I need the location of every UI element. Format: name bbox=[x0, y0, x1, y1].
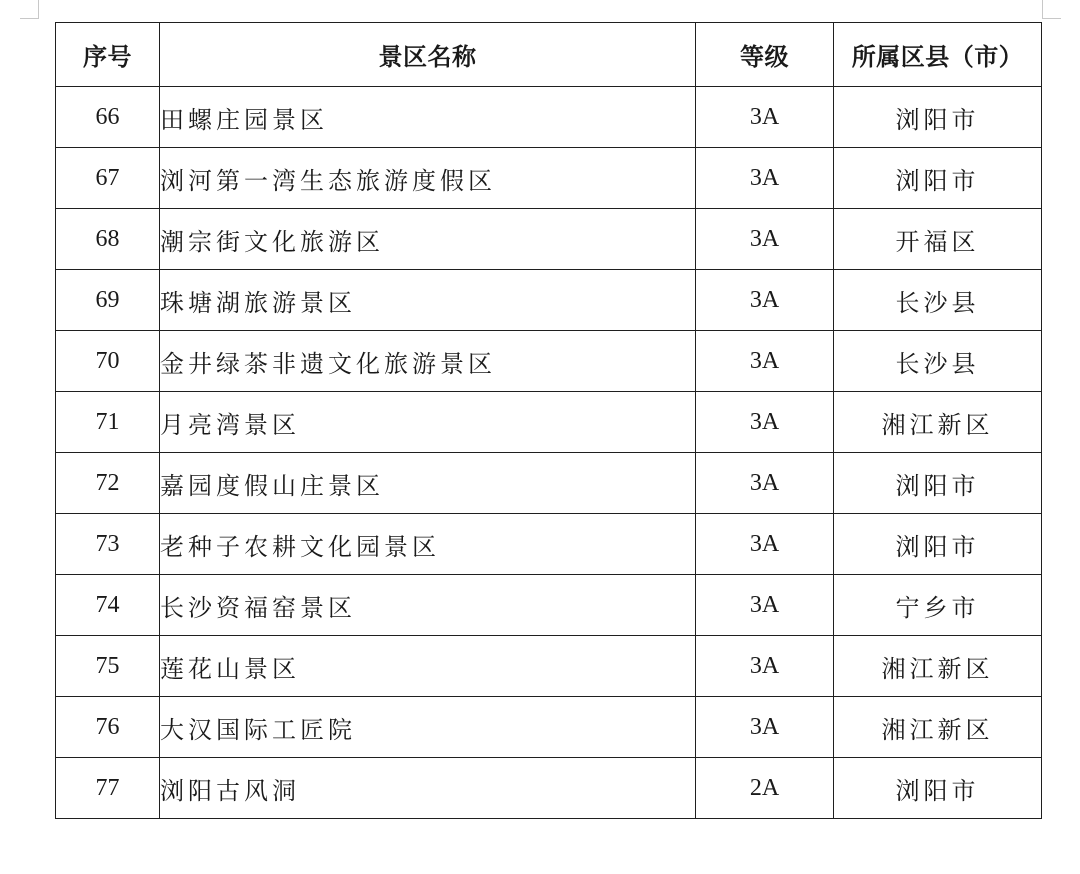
cell-no: 67 bbox=[56, 148, 160, 209]
cell-no: 76 bbox=[56, 697, 160, 758]
header-no: 序号 bbox=[56, 23, 160, 87]
cell-level: 3A bbox=[696, 575, 834, 636]
cell-no: 66 bbox=[56, 87, 160, 148]
cell-scenic-name: 大汉国际工匠院 bbox=[160, 697, 696, 758]
cell-district: 长沙县 bbox=[834, 331, 1042, 392]
cell-no: 71 bbox=[56, 392, 160, 453]
cell-district: 湘江新区 bbox=[834, 392, 1042, 453]
cell-level: 3A bbox=[696, 453, 834, 514]
cell-scenic-name: 莲花山景区 bbox=[160, 636, 696, 697]
cell-scenic-name: 田螺庄园景区 bbox=[160, 87, 696, 148]
table-row bbox=[56, 392, 1042, 453]
cell-district: 湘江新区 bbox=[834, 636, 1042, 697]
cell-no: 77 bbox=[56, 758, 160, 819]
cell-district: 浏阳市 bbox=[834, 148, 1042, 209]
cell-level: 3A bbox=[696, 636, 834, 697]
table-row bbox=[56, 514, 1042, 575]
cell-no: 70 bbox=[56, 331, 160, 392]
table-row bbox=[56, 758, 1042, 819]
cell-scenic-name: 浏河第一湾生态旅游度假区 bbox=[160, 148, 696, 209]
table-row bbox=[56, 270, 1042, 331]
table-row bbox=[56, 331, 1042, 392]
cell-level: 3A bbox=[696, 514, 834, 575]
page-corner-mark-left bbox=[20, 0, 39, 19]
cell-district: 开福区 bbox=[834, 209, 1042, 270]
cell-district: 浏阳市 bbox=[834, 453, 1042, 514]
cell-no: 75 bbox=[56, 636, 160, 697]
scenic-spots-table bbox=[55, 22, 1042, 819]
cell-no: 73 bbox=[56, 514, 160, 575]
cell-district: 浏阳市 bbox=[834, 87, 1042, 148]
cell-level: 3A bbox=[696, 697, 834, 758]
cell-scenic-name: 长沙资福窑景区 bbox=[160, 575, 696, 636]
table-row bbox=[56, 148, 1042, 209]
cell-scenic-name: 潮宗街文化旅游区 bbox=[160, 209, 696, 270]
table-row bbox=[56, 209, 1042, 270]
cell-level: 3A bbox=[696, 148, 834, 209]
cell-no: 69 bbox=[56, 270, 160, 331]
cell-district: 长沙县 bbox=[834, 270, 1042, 331]
table-row bbox=[56, 697, 1042, 758]
table-row bbox=[56, 636, 1042, 697]
cell-level: 2A bbox=[696, 758, 834, 819]
cell-scenic-name: 金井绿茶非遗文化旅游景区 bbox=[160, 331, 696, 392]
cell-level: 3A bbox=[696, 331, 834, 392]
cell-level: 3A bbox=[696, 270, 834, 331]
cell-scenic-name: 嘉园度假山庄景区 bbox=[160, 453, 696, 514]
cell-no: 74 bbox=[56, 575, 160, 636]
cell-district: 浏阳市 bbox=[834, 514, 1042, 575]
cell-level: 3A bbox=[696, 87, 834, 148]
table-row bbox=[56, 575, 1042, 636]
table-header-row bbox=[56, 23, 1042, 87]
cell-scenic-name: 珠塘湖旅游景区 bbox=[160, 270, 696, 331]
cell-no: 68 bbox=[56, 209, 160, 270]
table-row bbox=[56, 453, 1042, 514]
table-row bbox=[56, 87, 1042, 148]
cell-scenic-name: 月亮湾景区 bbox=[160, 392, 696, 453]
header-level: 等级 bbox=[696, 23, 834, 87]
cell-scenic-name: 老种子农耕文化园景区 bbox=[160, 514, 696, 575]
cell-district: 浏阳市 bbox=[834, 758, 1042, 819]
cell-level: 3A bbox=[696, 209, 834, 270]
table-body bbox=[56, 87, 1042, 819]
header-district: 所属区县（市） bbox=[834, 23, 1042, 87]
cell-level: 3A bbox=[696, 392, 834, 453]
page-corner-mark-right bbox=[1042, 0, 1061, 19]
header-name: 景区名称 bbox=[160, 23, 696, 87]
cell-scenic-name: 浏阳古风洞 bbox=[160, 758, 696, 819]
cell-no: 72 bbox=[56, 453, 160, 514]
cell-district: 宁乡市 bbox=[834, 575, 1042, 636]
cell-district: 湘江新区 bbox=[834, 697, 1042, 758]
